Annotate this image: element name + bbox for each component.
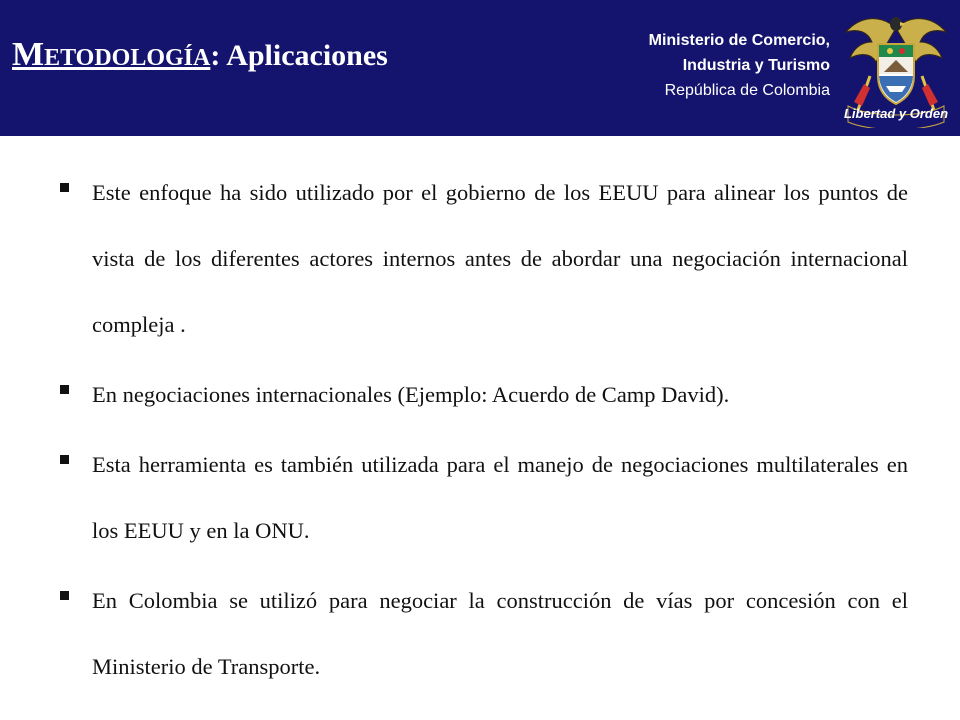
list-item (60, 568, 908, 700)
page-title (12, 38, 388, 72)
square-bullet-icon (60, 183, 69, 192)
title-main: Metodología (12, 36, 211, 73)
motto-label: Libertad y Orden (843, 106, 949, 121)
list-item-text: En Colombia se utilizó para negociar la construcción de vías por concesión con el Ministerio de Transporte. (92, 588, 908, 679)
ministry-name (649, 28, 830, 103)
bullet-list (60, 160, 908, 704)
square-bullet-icon (60, 455, 69, 464)
title-subtitle: : Aplicaciones (210, 39, 388, 72)
square-bullet-icon (60, 385, 69, 394)
list-item (60, 362, 908, 428)
ministry-line-3: República de Colombia (664, 82, 830, 99)
square-bullet-icon (60, 591, 69, 600)
list-item (60, 432, 908, 564)
list-item-text: En negociaciones internacionales (Ejemplo: Acuerdo de Camp David). (92, 382, 730, 407)
list-item (60, 160, 908, 358)
list-item-text: Este enfoque ha sido utilizado por el gobierno de los EEUU para alinear los puntos de vista de los diferentes actores internos antes de abordar una negociación internacional compleja . (92, 180, 908, 337)
header-banner (0, 0, 960, 136)
ministry-line-2: Industria y Turismo (682, 57, 830, 74)
list-item-text: Esta herramienta es también utilizada para el manejo de negociaciones multilaterales en los EEUU y en la ONU. (92, 452, 908, 543)
ministry-line-1: Ministerio de Comercio, (648, 32, 830, 49)
